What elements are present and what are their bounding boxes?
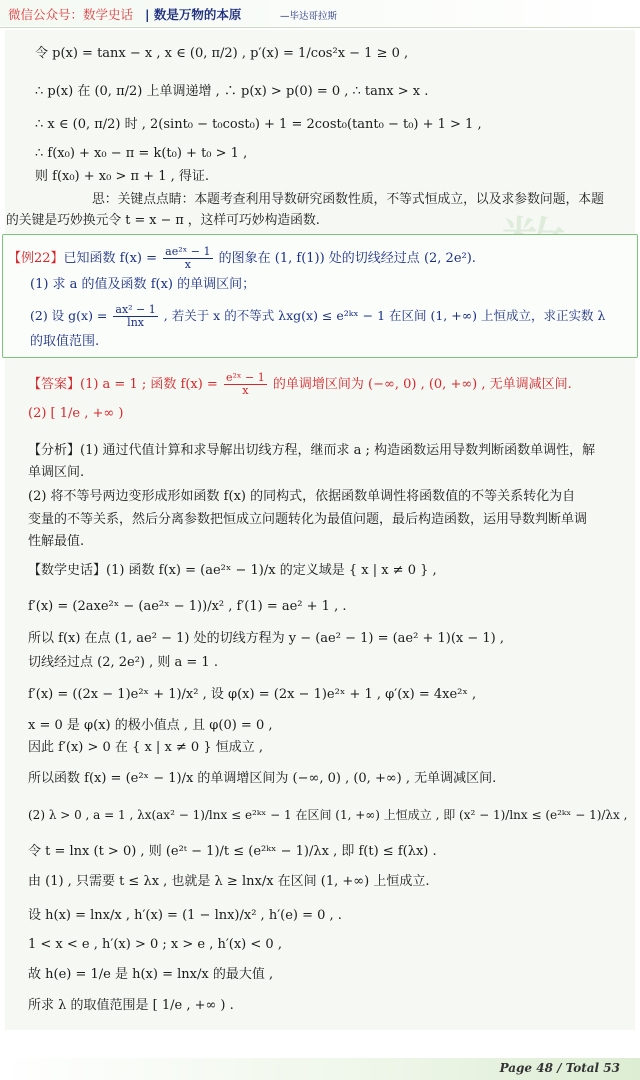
solution-line: 所以函数 f(x) = (e²ˣ − 1)/x 的单调增区间为 (−∞, 0) , (0, +∞) , 无单调减区间. [28, 771, 497, 786]
header-subtitle: —毕达哥拉斯 [280, 11, 338, 22]
solution-line: 设 h(x) = lnx/x , h′(x) = (1 − lnx)/x² , h′(e) = 0 , . [28, 908, 342, 923]
solution-line: x = 0 是 φ(x) 的极小值点 , 且 φ(0) = 0 , [28, 718, 273, 733]
page-footer [0, 1058, 640, 1080]
solution-line: 故 h(e) = 1/e 是 h(x) = lnx/x 的最大值 , [28, 967, 274, 982]
example-intro: 已知函数 f(x) = [63, 251, 157, 266]
answer-head: 【答案】(1) a = 1 ; 函数 f(x) = [28, 377, 218, 392]
proof-line: 令 p(x) = tanx − x , x ∈ (0, π/2) , p′(x) = 1/cos²x − 1 ≥ 0 , [35, 46, 409, 61]
proof-line: ∴ x ∈ (0, π/2) 时 , 2(sint₀ − t₀cost₀) + 1 = 2cost₀(tant₀ − t₀) + 1 > 1 , [35, 117, 482, 132]
answer-line [28, 372, 572, 397]
question-1: (1) 求 a 的值及函数 f(x) 的单调区间； [30, 277, 256, 292]
solution-line: f′(x) = (2axe²ˣ − (ae²ˣ − 1))/x² , f′(1) = ae² + 1 , . [28, 599, 347, 614]
header-title: | 数是万物的本原 [145, 7, 242, 22]
fraction-numerator: ax² − 1 [115, 303, 156, 316]
example-title [8, 246, 476, 271]
solution-line: 令 t = lnx (t > 0) , 则 (e²ᵗ − 1)/t ≤ (e²ᵏˣ − 1)/λx , 即 f(t) ≤ f(λx) . [28, 844, 437, 859]
fraction-numerator: ae²ˣ − 1 [165, 245, 211, 258]
solution-line: 切线经过点 (2, 2e²) , 则 a = 1 . [28, 655, 218, 670]
question-2-head: (2) 设 g(x) = [30, 308, 108, 323]
analysis-line: 单调区间. [28, 465, 85, 480]
fraction-denominator: lnx [127, 316, 144, 329]
answer-tail: 的单调增区间为 (−∞, 0) , (0, +∞) , 无单调减区间. [272, 377, 572, 392]
analysis-line: (2) 将不等号两边变形成形如函数 f(x) 的同构式，依据函数单调性将函数值的不等关系转化为自 [28, 489, 576, 504]
question-2 [30, 304, 605, 329]
example-intro-tail: 的图象在 (1, f(1)) 处的切线经过点 (2, 2e²). [218, 251, 476, 266]
proof-line: 则 f(x₀) + x₀ > π + 1 , 得证. [35, 169, 209, 184]
question-2-body: , 若关于 x 的不等式 λxg(x) ≤ e²ᵏˣ − 1 在区间 (1, +∞) 上恒成立，求正实数 λ [163, 308, 606, 323]
example-tag: 【例22】 [8, 251, 64, 266]
analysis-line: 性解最值. [28, 534, 85, 549]
solution-line: 因此 f′(x) > 0 在 { x | x ≠ 0 } 恒成立 , [28, 740, 264, 755]
answer-line-2: (2) [ 1/e , +∞ ) [28, 406, 124, 421]
proof-line: ∴ f(x₀) + x₀ − π = k(t₀) + t₀ > 1 , [35, 146, 248, 161]
comment-line: 思：关键点点睛：本题考查利用导数研究函数性质，不等式恒成立，以及求参数问题，本题 [92, 192, 604, 207]
analysis-line: 变量的不等关系，然后分离参数把恒成立问题转化为最值问题，最后构造函数，运用导数判断单调 [28, 512, 588, 527]
fraction-denominator: x [184, 258, 191, 271]
solution-line: f′(x) = ((2x − 1)e²ˣ + 1)/x² , 设 φ(x) = (2x − 1)e²ˣ + 1 , φ′(x) = 4xe²ˣ , [28, 687, 477, 702]
account-name: 微信公众号：数学史话 [8, 7, 134, 22]
solution-line: 1 < x < e , h′(x) > 0 ; x > e , h′(x) < 0 , [28, 937, 282, 952]
fraction-denominator: x [242, 384, 249, 397]
header-divider [0, 27, 640, 28]
comment-line: 的关键是巧妙换元令 t = x − π ，这样可巧妙构造函数. [6, 213, 320, 228]
answer-fraction [224, 372, 267, 397]
solution-line: 所求 λ 的取值范围是 [ 1/e , +∞ ) . [28, 998, 234, 1013]
fraction-numerator: e²ˣ − 1 [225, 371, 265, 384]
question-2-fraction [113, 304, 157, 329]
analysis-line: 【分析】(1) 通过代值计算和求导解出切线方程，继而求 a ; 构造函数运用导数判断函数单调性，解 [28, 443, 596, 458]
solution-line: 所以 f(x) 在点 (1, ae² − 1) 处的切线方程为 y − (ae² − 1) = (ae² + 1)(x − 1) , [28, 631, 504, 646]
solution-line: (2) λ > 0 , a = 1 , λx(ax² − 1)/lnx ≤ e²ᵏˣ − 1 在区间 (1, +∞) 上恒成立 , 即 (x² − 1)/lnx ≤ (e²ᵏˣ − 1)/λx , [28, 808, 628, 822]
example-fraction [163, 246, 212, 271]
solution-line: 由 (1) , 只需要 t ≤ λx , 也就是 λ ≥ lnx/x 在区间 (1, +∞) 上恒成立. [28, 874, 430, 889]
page-header [0, 0, 640, 30]
page-indicator: Page 48 / Total 53 [499, 1061, 620, 1075]
solution-line: 【数学史话】(1) 函数 f(x) = (ae²ˣ − 1)/x 的定义域是 { x | x ≠ 0 } , [28, 563, 437, 578]
question-2-tail: 的取值范围. [30, 334, 100, 349]
proof-line: ∴ p(x) 在 (0, π/2) 上单调递增 , ∴ p(x) > p(0) = 0 , ∴ tanx > x . [35, 84, 429, 99]
